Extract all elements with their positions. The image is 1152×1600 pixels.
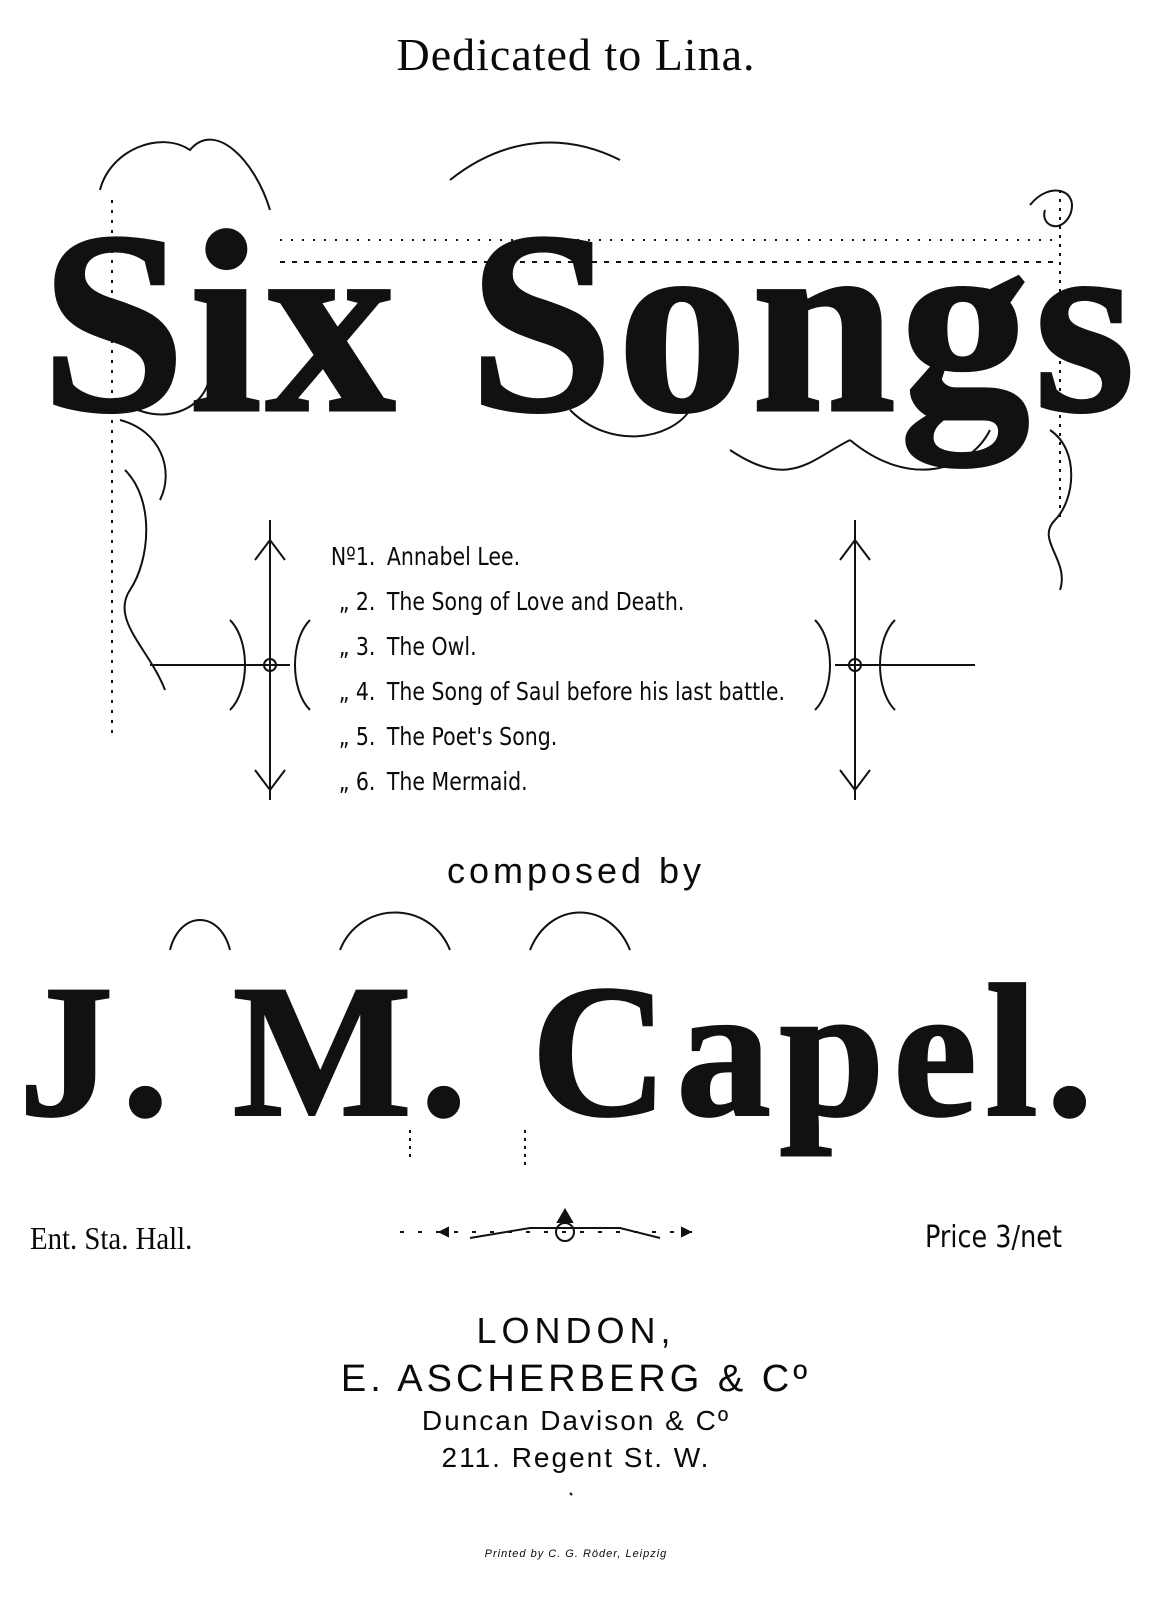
- song-item: [318, 677, 785, 706]
- song-title: The Song of Love and Death.: [386, 587, 685, 616]
- song-number: „ 5.: [338, 722, 376, 751]
- imprint-publisher: E. ASCHERBERG & Cº: [340, 1358, 812, 1400]
- left-list-ornament: [150, 520, 310, 800]
- printer-credit: Printed by C. G. Röder, Leipzig: [484, 1548, 668, 1560]
- imprint-address: 211. Regent St. W.: [441, 1442, 711, 1473]
- right-list-ornament: [815, 520, 975, 800]
- song-number: „ 6.: [338, 767, 376, 796]
- composer-lettering: [18, 890, 1102, 1160]
- composer-name: J. M. Capel.: [18, 947, 1102, 1157]
- title-text: Six Songs: [40, 179, 1140, 467]
- song-number: „ 2.: [338, 587, 376, 616]
- song-item: [318, 632, 477, 661]
- center-divider-ornament: [400, 1210, 700, 1241]
- song-number: Nº1.: [330, 542, 376, 571]
- song-title: Annabel Lee.: [386, 542, 521, 571]
- imprint-agent: Duncan Davison & Cº: [421, 1405, 731, 1436]
- song-item: [318, 542, 520, 571]
- song-title: The Owl.: [386, 632, 477, 661]
- ink-mark: [570, 1493, 572, 1495]
- song-item: [318, 767, 528, 796]
- song-item: [318, 587, 684, 616]
- registration-note: Ent. Sta. Hall.: [30, 1220, 193, 1256]
- song-number: „ 4.: [338, 677, 376, 706]
- song-title: The Mermaid.: [386, 767, 528, 796]
- song-number: „ 3.: [338, 632, 376, 661]
- title-lettering: [40, 110, 1140, 530]
- song-title: The Song of Saul before his last battle.: [386, 677, 786, 706]
- imprint-city: LONDON,: [476, 1310, 676, 1351]
- dedication: Dedicated to Lina.: [396, 29, 756, 80]
- composed-by-label: composed by: [446, 850, 706, 891]
- song-title: The Poet's Song.: [386, 722, 558, 751]
- price-label: Price 3/net: [925, 1220, 1062, 1255]
- song-item: [318, 722, 557, 751]
